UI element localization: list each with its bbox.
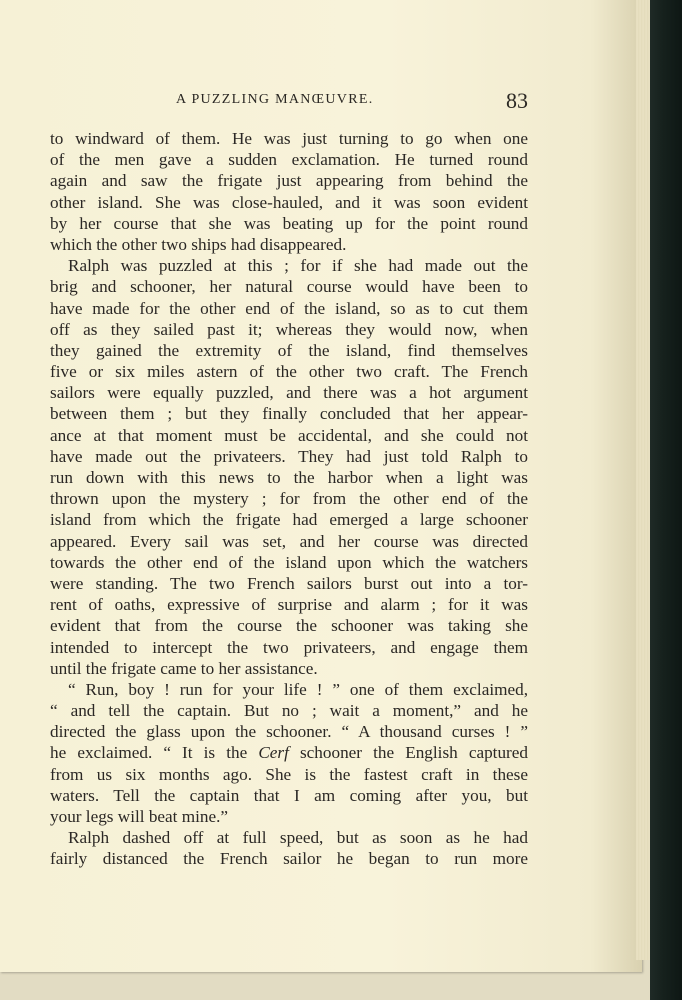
text-line: your legs will beat mine.” xyxy=(50,807,229,826)
text-line: have made out the privateers. They had just told Ralph to xyxy=(50,446,528,466)
text-line: which the other two ships had disappeared. xyxy=(50,234,347,254)
text-line: they gained the extremity of the island, find themselves xyxy=(50,340,528,360)
line-segment: he exclaimed. “ It is the xyxy=(50,743,259,763)
page-edges xyxy=(636,0,650,960)
book-cover xyxy=(650,0,682,1000)
text-line: between them ; but they finally concluded that her appear- xyxy=(50,404,528,424)
text-line: intended to intercept the two privateers, and engage them xyxy=(50,637,528,657)
text-line: to windward of them. He was just turning to go when one xyxy=(50,129,528,148)
text-line-with-italic xyxy=(50,742,528,763)
text-line: “ and tell the captain. But no ; wait a moment,” and he xyxy=(50,701,528,721)
line-segment: schooner the English captured xyxy=(288,743,528,763)
text-line: off as they sailed past it; whereas they would now, when xyxy=(50,319,528,339)
text-line: brig and schooner, her natural course would have been to xyxy=(50,277,528,297)
text-line: appeared. Every sail was set, and her course was directed xyxy=(50,531,528,551)
text-line: towards the other end of the island upon which the watchers xyxy=(50,552,528,572)
text-line: from us six months ago. She is the fastest craft in these xyxy=(50,764,528,784)
text-line: sailors were equally puzzled, and there was a hot argument xyxy=(50,383,528,403)
ship-name-italic: Cerf xyxy=(258,743,289,763)
text-line: directed the glass upon the schooner. “ A thousand curses ! ” xyxy=(50,722,528,742)
text-line: fairly distanced the French sailor he began to run more xyxy=(50,849,528,869)
text-line: Ralph was puzzled at this ; for if she had made out the xyxy=(68,256,528,276)
text-line: thrown upon the mystery ; for from the other end of the xyxy=(50,489,528,509)
text-line: of the men gave a sudden exclamation. He turned round xyxy=(50,150,528,170)
text-line: again and saw the frigate just appearing from behind the xyxy=(50,171,528,191)
text-line: ance at that moment must be accidental, and she could not xyxy=(50,425,528,445)
text-line: evident that from the course the schooner was taking she xyxy=(50,616,528,636)
text-line: by her course that she was beating up for the point round xyxy=(50,213,528,233)
text-line: Ralph dashed off at full speed, but as soon as he had xyxy=(68,828,528,848)
text-line: waters. Tell the captain that I am coming after you, but xyxy=(50,785,528,805)
text-line: run down with this news to the harbor when a light was xyxy=(50,468,528,487)
body-text xyxy=(50,128,528,870)
page-header xyxy=(0,88,640,116)
page-number: 83 xyxy=(506,88,528,113)
text-line: were standing. The two French sailors burst out into a tor- xyxy=(50,573,528,593)
text-line: until the frigate came to her assistance. xyxy=(50,658,318,678)
text-line: island from which the frigate had emerged a large schooner xyxy=(50,510,528,530)
text-line: five or six miles astern of the other two craft. The French xyxy=(50,362,528,382)
text-line: have made for the other end of the island, so as to cut them xyxy=(50,298,528,318)
text-line: rent of oaths, expressive of surprise and alarm ; for it was xyxy=(50,595,528,615)
text-line: “ Run, boy ! run for your life ! ” one of them exclaimed, xyxy=(68,679,528,699)
running-head: A PUZZLING MANŒUVRE. xyxy=(176,92,374,107)
text-line: other island. She was close-hauled, and it was soon evident xyxy=(50,192,528,212)
